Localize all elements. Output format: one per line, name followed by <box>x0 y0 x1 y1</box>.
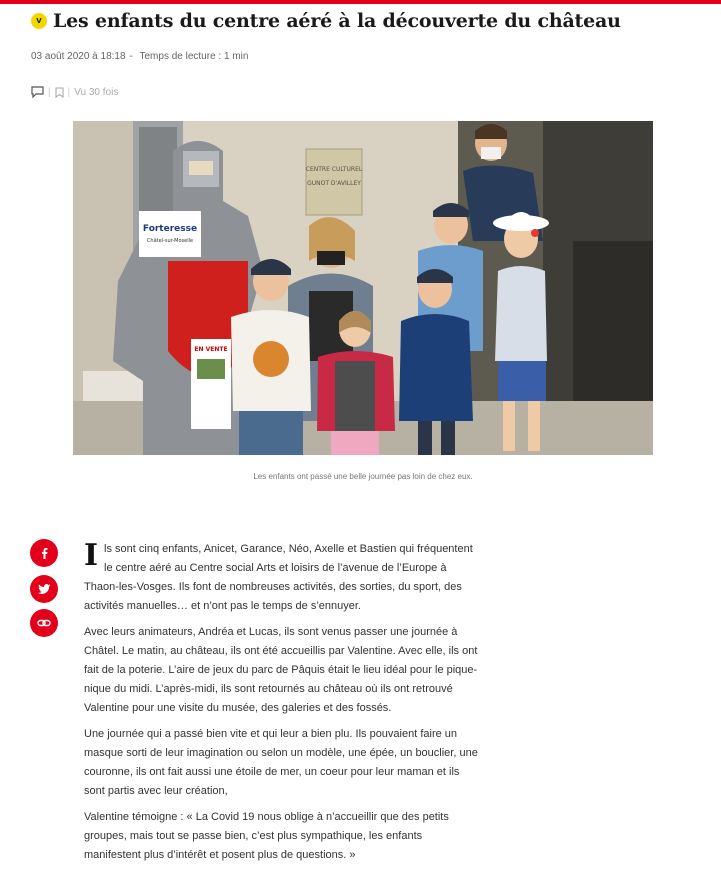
link-icon <box>37 618 51 628</box>
comment-icon[interactable] <box>31 86 44 98</box>
article-body <box>84 540 479 872</box>
svg-text:EN VENTE: EN VENTE <box>194 346 228 353</box>
svg-text:GUNOT D'AVILLEY: GUNOT D'AVILLEY <box>307 180 361 187</box>
forteresse-sign-text: Forteresse <box>142 224 198 234</box>
article-paragraph: Ils sont cinq enfants, Anicet, Garance, Néo, Axelle et Bastien qui fréquentent le centre aéré au Centre social Arts et loisirs de l’avenue de l’Europe à Thaon-les-Vosges. Ils font de nombreuses activités, des sorties, du sport, des activités manuelles… et n’ont pas le temps de s’ennuyer. <box>84 538 473 612</box>
share-facebook-button[interactable] <box>30 539 58 567</box>
tools-divider: | <box>67 86 71 98</box>
article-meta <box>31 51 252 62</box>
facebook-icon <box>39 547 49 559</box>
bookmark-icon[interactable] <box>55 87 64 98</box>
drop-cap: I <box>84 538 99 573</box>
top-accent-bar <box>0 0 721 4</box>
reading-time: Temps de lecture : 1 min <box>139 51 249 62</box>
photo-caption: Les enfants ont passé une belle journée pas loin de chez eux. <box>253 472 473 481</box>
article-paragraph: Avec leurs animateurs, Andréa et Lucas, ils sont venus passer une journée à Châtel. Le matin, au château, ils ont été accueillis par Valentine. Avec elle, ils ont fait de la poterie. L’aire de jeux du parc de Pâquis était le lieu idéal pour le pique-nique du midi. L’après-midi, ils sont retournés au château où ils ont retrouvé Valentine pour une visite du musée, des galeries et des fossés. <box>84 626 478 714</box>
article-title: Les enfants du centre aéré à la découverte du château <box>53 10 621 32</box>
article-paragraph: Une journée qui a passé bien vite et qui leur a bien plu. Ils pouvaient faire un masque sorti de leur imagination ou selon un modèle, une épée, un bouclier, une couronne, ils ont fait aussi une étoile de mer, un coeur pour leur maman et ils sont partis avec leur création, <box>84 728 478 797</box>
svg-text:Châtel-sur-Moselle: Châtel-sur-Moselle <box>146 238 194 244</box>
share-link-button[interactable] <box>30 609 58 637</box>
meta-separator: - <box>129 51 133 62</box>
article-paragraph: Valentine témoigne : « La Covid 19 nous oblige à n’accueillir que des petits groupes, mais tout se passe bien, c’est plus sympathique, les enfants manifestent plus d’intérêt et posent plus de questions. » <box>84 811 449 861</box>
twitter-icon <box>38 584 51 595</box>
view-count: Vu 30 fois <box>74 86 119 98</box>
share-twitter-button[interactable] <box>30 575 58 603</box>
tools-divider: | <box>48 86 51 98</box>
article-header <box>31 10 711 32</box>
wall-plaque-text: CENTRE CULTUREL <box>305 166 363 173</box>
vosges-matin-badge-icon: V <box>31 13 47 29</box>
publish-date: 03 août 2020 à 18:18 <box>31 51 126 62</box>
article-tools <box>31 86 118 98</box>
article-photo <box>73 121 653 455</box>
